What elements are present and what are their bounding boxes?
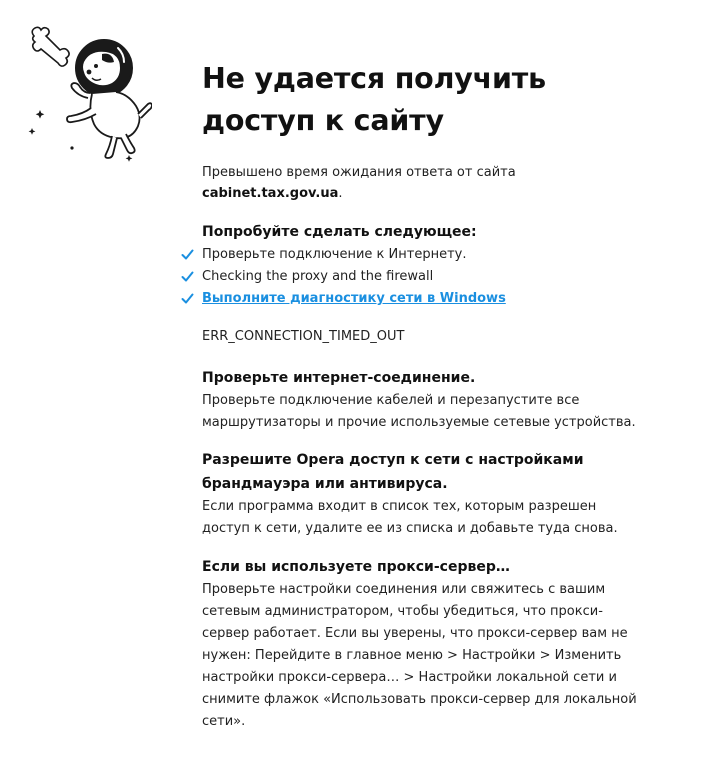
section-body: Если программа входит в список тех, которым разрешен доступ к сети, удалите ее из списка и добавьте туда снова.	[202, 499, 618, 536]
suggestion-list	[202, 244, 642, 310]
check-icon	[181, 292, 194, 305]
page-title: Не удается получить доступ к сайту	[202, 62, 546, 137]
list-item	[202, 288, 642, 310]
timeout-message	[202, 162, 642, 204]
suggestion-check-connection: Проверьте подключение к Интернету.	[202, 247, 467, 262]
section-body: Проверьте настройки соединения или свяжитесь с вашим сетевым администратором, чтобы убедиться, что прокси-сервер работает. Если вы уверены, что прокси-сервер вам не нужен: Перейдите в главное меню > Настройки > Изменить настройки прокси-сервера… > Настройки локальной сети и снимите флажок «Использовать прокси-сервер для локальной сети».	[202, 582, 637, 729]
section-proxy	[202, 555, 642, 733]
section-firewall	[202, 448, 642, 540]
timeout-period: .	[338, 186, 343, 201]
section-heading: Если вы используете прокси-сервер…	[202, 559, 510, 575]
try-heading: Попробуйте сделать следующее:	[202, 224, 477, 240]
section-body: Проверьте подключение кабелей и перезапустите все маршрутизаторы и прочие используемые сетевые устройства.	[202, 393, 636, 430]
error-code: ERR_CONNECTION_TIMED_OUT	[202, 329, 405, 344]
section-heading: Разрешите Opera доступ к сети с настройками брандмауэра или антивируса.	[202, 452, 584, 492]
list-item	[202, 266, 642, 288]
section-check-connection	[202, 366, 642, 434]
bone-icon	[32, 27, 69, 66]
error-content	[202, 58, 642, 733]
list-item	[202, 244, 642, 266]
suggestion-check-proxy-firewall: Checking the proxy and the firewall	[202, 269, 434, 284]
check-icon	[181, 270, 194, 283]
network-diagnostics-link[interactable]: Выполните диагностику сети в Windows	[202, 291, 506, 306]
section-heading: Проверьте интернет-соединение.	[202, 370, 476, 386]
check-icon	[181, 248, 194, 261]
timeout-text: Превышено время ожидания ответа от сайта	[202, 165, 516, 180]
astronaut-dog-icon	[22, 22, 152, 167]
site-host: cabinet.tax.gov.ua	[202, 186, 339, 201]
